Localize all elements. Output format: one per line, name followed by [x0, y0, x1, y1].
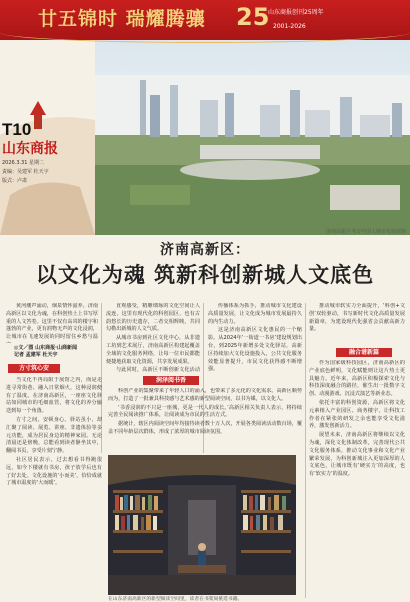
page-designer: 版式：卢肃 — [2, 178, 28, 184]
article-column-2 — [106, 303, 200, 373]
paragraph: 传播体系为抓手，推动城市文化建设高质量发展，让文化成为城市发展最持久的内生动力。 — [208, 303, 302, 325]
paragraph: 与此同时，高新区不断创新文化活动 — [116, 367, 200, 373]
article-column-4 — [309, 303, 405, 345]
article-column-1 — [6, 303, 98, 343]
section-tag-1: 方寸筑心安 — [8, 364, 60, 373]
library-photo-caption: 在山东济南高新区的新型阅读空间里，读者在书架间挑选书籍。 — [108, 597, 243, 602]
byline-line: ◎文／图 山东商报·山商新闻 — [14, 345, 78, 351]
masthead-slogan: 廿五锦时 瑞耀腾骧 — [38, 8, 206, 30]
paragraph: 科创产业的集聚带来了年轻人口的涌入，也带来了多元化的文化需求。高新区顺势而为，打造了一批兼具科技感与艺术感的新型阅读空间，以书为媒，以文化人。 — [108, 388, 302, 402]
paper-name: 山东商报 — [2, 140, 58, 156]
byline-line: 记者 孟建军 杜天宇 — [14, 352, 58, 358]
paragraph: 当文化不再局限于展馆之内，而是走进寻常街巷、融入日常烟火，这种浸润便有了温度。在济南高新区，一座座文化驿站如同城市的毛细血管，将文化的养分输送到每一个角落。 — [6, 377, 102, 415]
paragraph: 推动城市软实力全面提升，‘科创+文创’双轮驱动，书写新时代文化高质量发展新篇章，为建设现代化强省会贡献高新力量。 — [309, 303, 405, 333]
article-column-2b — [108, 388, 302, 453]
anniversary-dates: 2001-2026 — [273, 23, 306, 30]
headline-kicker: 济南高新区： — [160, 242, 250, 258]
column-divider — [305, 303, 306, 598]
paragraph: 直观感受，精雕细琢的文化空间让人流连。这里有现代化的科创园区，也有古韵悠长的历史遗存，二者交相辉映，共同勾勒出新城的人文气质。 — [106, 303, 200, 333]
article-column-1b — [6, 377, 102, 597]
page-date: 2026.3.31 星期二 — [2, 160, 45, 166]
byline — [14, 345, 89, 359]
headline-block — [0, 237, 410, 299]
article-column-4b — [309, 360, 405, 598]
paragraph: 社区居民表示，过去想看书得跑很远，如今下楼就有书房，孩子放学后也有了好去处。文化设施的‘小而美’，恰恰成就了城市温度的‘大而暖’。 — [6, 456, 102, 487]
article-column-3 — [208, 303, 302, 373]
paragraph: 从城市书房到社区文化中心，从非遗工坊到艺术展厅，济南高新区构建起覆盖全域的文化服务网络，让每一位市民都能便捷地获取文化资源，共享发展成果。 — [106, 335, 200, 365]
page-editor: 责编：吴建军 杜天宇 — [2, 169, 49, 175]
paragraph: 方寸之间，安顿身心。驿站虽小，却汇聚了阅读、展览、讲座、非遗体验等多元功能，成为居民身边的精神家园。无论清晨还是傍晚，总能看到读者静坐其中，翻阅书页，享受片刻宁静。 — [6, 416, 102, 455]
paragraph: 据统计，辖区内阅读空间年均接待读者数十万人次，开展各类阅读活动数百场，覆盖不同年龄层次群体，形成了浓厚的城市阅读氛围。 — [108, 421, 302, 435]
paragraph: 展望未来，济南高新区将继续以文化为魂，深化文化体制改革，完善现代公共文化服务体系，推动文化事业和文化产业繁荣发展，为科创新城注入更加深厚的人文底色，让城市既有‘硬实力’的高度，也有‘软实力’的温度。 — [309, 432, 405, 478]
decorative-arc — [0, 22, 410, 43]
photo-caption: 济南高新区考古中国人城市发展现场 — [325, 229, 406, 235]
paragraph: 这是济南高新区文化惠民的一个缩影。从2024年‘一街道一书房’建设规划出台，到2025年新增多处文化驿站，高新区持续加大文化设施投入，公共文化服务效能显著提升，市民文化获得感不断增强。 — [208, 327, 302, 373]
headline-title: 以文化为魂 筑新科创新城人文底色 — [35, 263, 375, 287]
section-tag-3: 融合谱新篇 — [336, 348, 392, 357]
front-banner — [0, 0, 410, 235]
section-tag-2: 润泽阅书香 — [143, 376, 199, 385]
library-illustration — [108, 455, 296, 595]
paragraph: 依托丰富的科创资源，高新区将文化元素植入产业园区、商务楼宇，让科技工作者在紧张的研发之余也能享受文化滋养，激发创新活力。 — [309, 399, 405, 430]
anniversary-number: 25 — [236, 3, 270, 31]
library-photo — [108, 455, 296, 595]
anniversary-subtitle: 山东商报创刊25周年 — [268, 9, 324, 16]
paragraph: ‘书香浸润的不只是一座城，更是一代人的成长。’高新区相关负责人表示，将持续完善全民阅读推广体系，让阅读成为市民的生活方式。 — [108, 404, 302, 419]
paragraph: 作为国家级科技园区，济南高新区的产业底色鲜明，文化赋能则让这片热土更具魅力。近年来，高新区积极探索文化与科技深度融合的路径，催生出一批数字文创、动漫游戏、沉浸式演艺等新业态。 — [309, 360, 405, 398]
paragraph: 黄河潮声涌动，烟泉情怀滋养。济南高新区以文化为魂，在科创热土上书写厚重的人文答卷。这里不仅有高耸的楼宇和蓬勃的产业，更有润物无声的文化浸润，让城市在飞速发展的同时留住乡愁与温 — [6, 303, 98, 341]
page-number: T10 — [2, 120, 32, 139]
page-info — [2, 120, 82, 190]
